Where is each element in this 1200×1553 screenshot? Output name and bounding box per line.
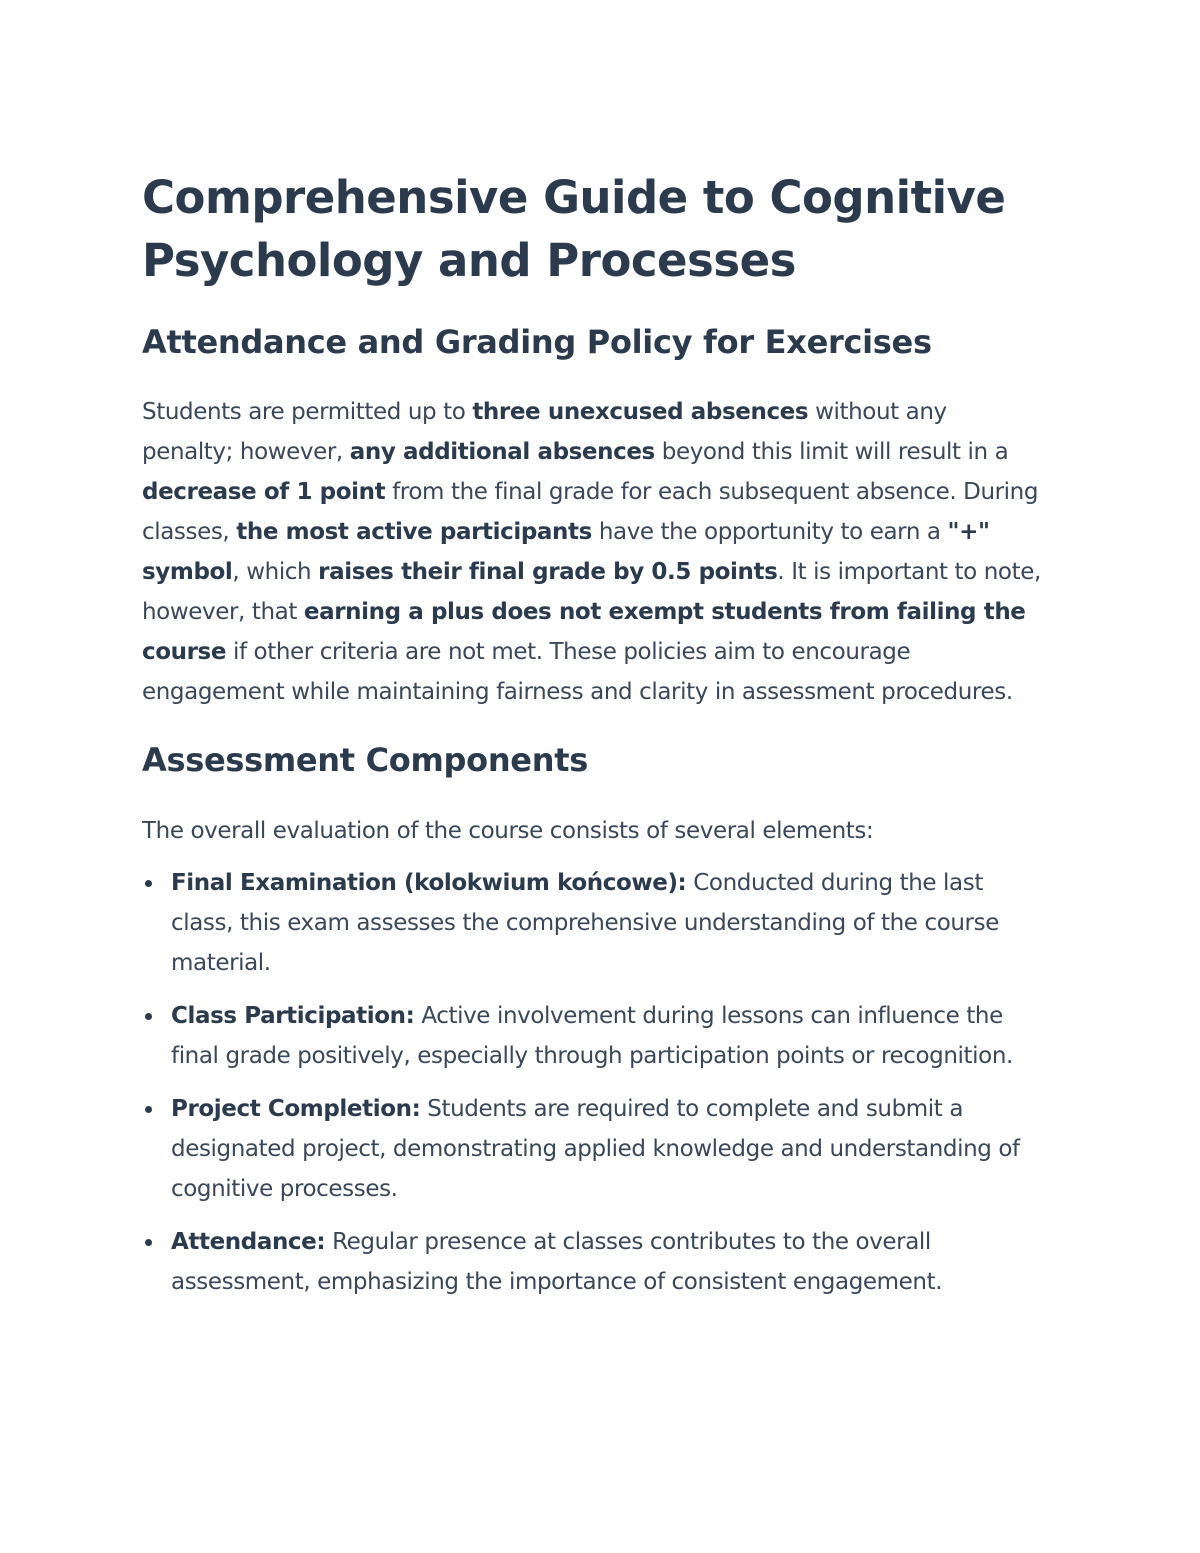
policy-bold-1: three unexcused absences [472,399,809,425]
policy-text-7: . It is important to note, however, that [142,559,1041,625]
list-item-term: Attendance: [171,1229,326,1255]
document-title: Comprehensive Guide to Cognitive Psychology and Processes [142,171,1006,287]
list-item-text: Students are required to complete and submit a designated project, demonstrating applied knowledge and understanding of cognitive processes. [171,1096,1020,1202]
policy-bold-4: the most active participants [236,519,592,545]
bullet-icon [145,1239,152,1246]
policy-text-2: without any penalty; however, [142,399,947,465]
policy-text-6: , which [232,559,319,585]
bullet-icon [145,1013,152,1020]
bullet-icon [145,880,152,887]
policy-bold-2: any additional absences [349,439,655,465]
policy-bold-5: "+" symbol [142,519,990,585]
list-item [142,996,1042,1076]
policy-bold-6: raises their final grade by 0.5 points [318,559,778,585]
policy-text-3: beyond this limit will result in a [654,439,1009,465]
policy-text-5: have the opportunity to earn a [591,519,948,545]
policy-bold-3: decrease of 1 point [142,479,386,505]
policy-paragraph [142,392,1042,712]
document-page [142,166,1042,1315]
list-item-term: Class Participation: [171,1003,415,1029]
policy-text-4: from the final grade for each subsequent absence. During classes, [142,479,1039,545]
assessment-heading: Assessment Components [142,741,588,779]
list-item [142,1222,1042,1302]
list-item-text: Conducted during the last class, this exam assesses the comprehensive understanding of the course material. [171,870,999,976]
assessment-intro: The overall evaluation of the course consists of several elements: [142,818,874,844]
bullet-icon [145,1106,152,1113]
list-item [142,863,1042,983]
policy-heading: Attendance and Grading Policy for Exercises [142,323,932,361]
list-item-text: Active involvement during lessons can influence the final grade positively, especially through participation points or recognition. [171,1003,1013,1069]
policy-text-1: Students are permitted up to [142,399,473,425]
policy-bold-7: earning a plus does not exempt students from failing the course [142,599,1026,665]
list-item-text: Regular presence at classes contributes to the overall assessment, emphasizing the importance of consistent engagement. [171,1229,943,1295]
assessment-list [142,863,1042,1302]
list-item-term: Final Examination (kolokwium końcowe): [171,870,687,896]
policy-text-8: if other criteria are not met. These policies aim to encourage engagement while maintaining fairness and clarity in assessment procedures. [142,639,1013,705]
list-item [142,1089,1042,1209]
list-item-term: Project Completion: [171,1096,421,1122]
